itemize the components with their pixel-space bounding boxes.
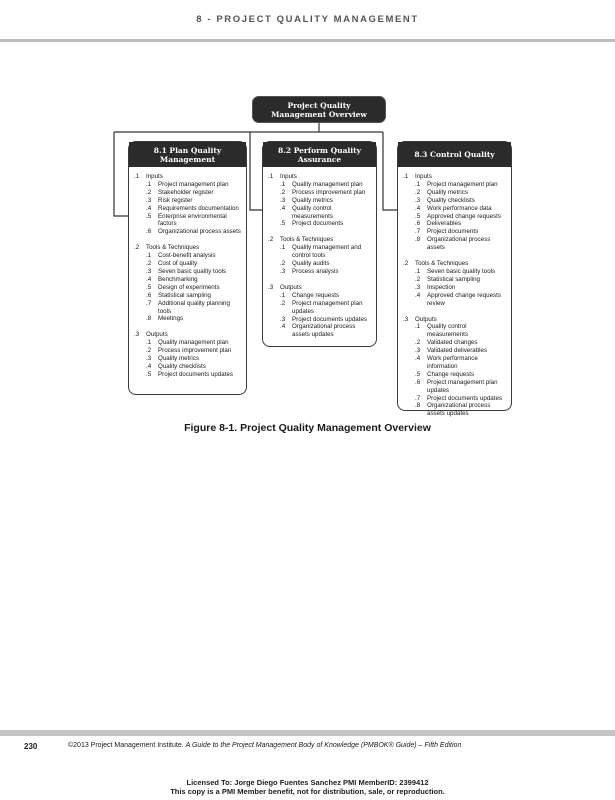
group-number: .3: [268, 283, 274, 291]
item-number: .3: [415, 196, 421, 204]
item-number: .4: [415, 291, 421, 299]
item-text: Cost of quality: [158, 260, 198, 268]
list-item: [403, 355, 507, 371]
list-item: [134, 292, 242, 300]
item-number: .2: [280, 188, 286, 196]
item-number: .3: [280, 315, 286, 323]
list-item: [134, 252, 242, 260]
process-group: [403, 260, 507, 307]
list-item: [134, 276, 242, 284]
item-number: .1: [280, 291, 286, 299]
item-number: .4: [146, 204, 152, 212]
item-number: .1: [280, 180, 286, 188]
process-group: [134, 331, 242, 378]
item-number: .4: [146, 275, 152, 283]
item-number: .2: [280, 260, 286, 268]
item-number: .6: [146, 291, 152, 299]
list-item: [403, 284, 507, 292]
group-number: .2: [403, 260, 409, 268]
group-heading: [403, 173, 507, 181]
item-text: Quality checklists: [427, 196, 475, 204]
item-number: .4: [280, 323, 286, 331]
item-text: Project documents updates: [427, 394, 502, 402]
item-text: Risk register: [158, 196, 193, 204]
group-heading: [134, 331, 242, 339]
item-text: Project management plan updates: [427, 378, 498, 394]
item-number: .3: [280, 196, 286, 204]
item-text: Work performance information: [427, 355, 478, 370]
item-text: Cost-benefit analysis: [158, 252, 216, 260]
item-number: .5: [280, 220, 286, 228]
item-number: .8: [146, 315, 152, 323]
group-heading: [268, 173, 372, 181]
list-item: [403, 228, 507, 236]
list-item: [134, 284, 242, 292]
item-text: Quality management plan: [158, 339, 229, 347]
item-text: Quality management plan: [292, 180, 363, 188]
item-text: Process improvement plan: [158, 347, 232, 355]
item-number: .5: [146, 370, 152, 378]
group-heading: [268, 236, 372, 244]
list-item: [134, 355, 242, 363]
group-label: Outputs: [415, 315, 437, 323]
item-number: .3: [146, 267, 152, 275]
footer-rule: [0, 730, 615, 736]
list-item: [268, 220, 372, 228]
list-item: [403, 371, 507, 379]
item-text: Organizational process assets: [158, 228, 241, 236]
item-number: .3: [415, 283, 421, 291]
item-number: .4: [280, 204, 286, 212]
group-heading: [134, 244, 242, 252]
item-number: .3: [146, 355, 152, 363]
list-item: [268, 244, 372, 260]
item-text: Project management plan: [158, 180, 229, 188]
process-card-8-2: [262, 141, 377, 347]
item-text: Meetings: [158, 315, 184, 323]
item-text: Quality audits: [292, 260, 330, 268]
process-card-title: [263, 142, 376, 167]
connector-to-8-1: [114, 132, 128, 216]
list-item: [268, 316, 372, 324]
list-item: [268, 205, 372, 221]
item-number: .5: [146, 212, 152, 220]
page-number: 230: [24, 742, 38, 751]
item-number: .2: [146, 188, 152, 196]
group-number: .1: [403, 173, 409, 180]
item-number: .6: [415, 220, 421, 228]
item-number: .7: [415, 228, 421, 236]
group-number: .2: [268, 236, 274, 244]
group-heading: [403, 260, 507, 268]
group-label: Inputs: [146, 173, 163, 180]
item-text: Organizational process assets updates: [292, 323, 356, 339]
item-text: Statistical sampling: [427, 275, 480, 283]
item-number: .8: [415, 236, 421, 244]
list-item: [134, 260, 242, 268]
item-text: Approved change requests: [427, 212, 501, 220]
list-item: [268, 300, 372, 316]
item-number: .7: [415, 394, 421, 402]
group-number: .3: [403, 315, 409, 323]
item-text: Requirements documentation: [158, 204, 239, 212]
list-item: [403, 213, 507, 221]
item-text: Project documents updates: [292, 315, 367, 323]
group-label: Outputs: [146, 331, 168, 339]
list-item: [403, 189, 507, 197]
item-text: Quality control measurements: [427, 323, 468, 339]
item-text: Validated deliverables: [427, 347, 488, 355]
list-item: [268, 292, 372, 300]
list-item: [268, 181, 372, 189]
item-number: .1: [415, 180, 421, 188]
process-group: [268, 284, 372, 339]
list-item: [134, 363, 242, 371]
item-text: Change requests: [292, 291, 340, 299]
group-heading: [134, 173, 242, 181]
overview-box-title: Project Quality Management Overview: [271, 100, 367, 119]
item-number: .4: [146, 362, 152, 370]
item-text: Organizational process assets: [427, 236, 491, 252]
list-item: [268, 323, 372, 339]
list-item: [403, 205, 507, 213]
item-number: .7: [146, 299, 152, 307]
item-number: .3: [146, 196, 152, 204]
license-notice: [0, 779, 615, 796]
item-text: Statistical sampling: [158, 291, 211, 299]
item-text: Design of experiments: [158, 283, 220, 291]
process-card-title: [129, 142, 246, 167]
overview-box: [252, 96, 386, 123]
list-item: [134, 371, 242, 379]
group-number: .1: [134, 173, 140, 180]
item-text: Quality management and control tools: [292, 244, 362, 260]
list-item: [403, 292, 507, 308]
list-item: [134, 339, 242, 347]
list-item: [403, 268, 507, 276]
list-item: [134, 181, 242, 189]
group-label: Tools & Techniques: [280, 236, 334, 244]
item-number: .2: [146, 260, 152, 268]
license-line-2: This copy is a PMI Member benefit, not for distribution, sale, or reproduction.: [170, 786, 445, 796]
item-number: .5: [415, 212, 421, 220]
list-item: [134, 213, 242, 229]
item-number: .5: [415, 370, 421, 378]
process-group: [403, 316, 507, 419]
item-text: Inspection: [427, 283, 456, 291]
item-number: .4: [415, 355, 421, 363]
item-text: Change requests: [427, 370, 475, 378]
item-text: Project documents: [427, 228, 479, 236]
item-text: Deliverables: [427, 220, 462, 228]
process-group: [134, 173, 242, 236]
list-item: [403, 276, 507, 284]
list-item: [134, 228, 242, 236]
group-label: Tools & Techniques: [415, 260, 469, 268]
list-item: [403, 181, 507, 189]
list-item: [403, 339, 507, 347]
group-heading: [403, 316, 507, 324]
list-item: [268, 189, 372, 197]
list-item: [134, 205, 242, 213]
item-text: Project management plan updates: [292, 299, 363, 315]
copyright-title: A Guide to the Project Management Body of Knowledge (PMBOK® Guide) – Fifth Edition: [185, 742, 462, 749]
item-number: .2: [415, 275, 421, 283]
list-item: [134, 315, 242, 323]
item-number: .1: [280, 244, 286, 252]
process-card-title: [398, 142, 511, 167]
figure-caption: Figure 8-1. Project Quality Management Overview: [184, 422, 431, 434]
item-number: .1: [146, 180, 152, 188]
list-item: [403, 197, 507, 205]
process-card-8-1: [128, 141, 247, 395]
process-card-8-3: [397, 141, 512, 418]
item-text: Seven basic quality tools: [158, 267, 227, 275]
item-number: .5: [146, 283, 152, 291]
group-number: .1: [268, 173, 274, 180]
group-label: Outputs: [280, 283, 302, 291]
item-text: Quality metrics: [292, 196, 333, 204]
item-text: Quality checklists: [158, 362, 206, 370]
license-line-1: Licensed To: Jorge Diego Fuentes Sanchez PMI MemberID: 2399412: [186, 778, 429, 787]
item-number: .8: [415, 402, 421, 410]
item-number: .2: [415, 339, 421, 347]
group-number: .2: [134, 244, 140, 252]
list-item: [403, 236, 507, 252]
item-number: .1: [146, 252, 152, 260]
process-title-text: 8.3 Control Quality: [414, 150, 495, 159]
item-number: .2: [415, 188, 421, 196]
item-text: Project documents: [292, 220, 344, 228]
process-group: [403, 173, 507, 252]
list-item: [403, 220, 507, 228]
list-item: [134, 197, 242, 205]
connector-to-8-2: [250, 132, 262, 210]
item-number: .3: [415, 347, 421, 355]
process-group: [134, 244, 242, 323]
list-item: [268, 197, 372, 205]
item-text: Stakeholder register: [158, 188, 214, 196]
item-number: .6: [415, 378, 421, 386]
process-card-body: [398, 167, 511, 424]
item-number: .2: [280, 299, 286, 307]
list-item: [134, 347, 242, 355]
list-item: [134, 268, 242, 276]
process-card-body: [263, 167, 376, 345]
item-text: Enterprise environmental factors: [158, 212, 227, 228]
process-title-text: 8.1 Plan Quality Management: [153, 145, 222, 164]
process-group: [268, 173, 372, 228]
item-number: .1: [146, 339, 152, 347]
item-text: Process improvement plan: [292, 188, 366, 196]
item-number: .1: [415, 323, 421, 331]
list-item: [403, 323, 507, 339]
item-text: Quality metrics: [158, 355, 199, 363]
item-text: Organizational process assets updates: [427, 402, 491, 418]
list-item: [134, 300, 242, 316]
item-text: Benchmarking: [158, 275, 198, 283]
list-item: [403, 347, 507, 355]
copyright-prefix: ©2013 Project Management Institute.: [68, 742, 186, 749]
group-heading: [268, 284, 372, 292]
group-label: Tools & Techniques: [146, 244, 200, 252]
item-text: Project management plan: [427, 180, 498, 188]
list-item: [268, 260, 372, 268]
item-number: .2: [146, 347, 152, 355]
item-number: .1: [415, 267, 421, 275]
process-group: [268, 236, 372, 276]
item-number: .3: [280, 267, 286, 275]
process-title-text: 8.2 Perform Quality Assurance: [278, 145, 361, 164]
item-text: Validated changes: [427, 339, 478, 347]
item-text: Quality metrics: [427, 188, 468, 196]
list-item: [268, 268, 372, 276]
connector-to-8-3: [383, 132, 397, 210]
copyright-line: [68, 742, 461, 749]
list-item: [134, 189, 242, 197]
item-text: Process analysis: [292, 267, 339, 275]
group-label: Inputs: [280, 173, 297, 180]
process-card-body: [129, 167, 246, 385]
item-number: .6: [146, 228, 152, 236]
list-item: [403, 379, 507, 395]
group-number: .3: [134, 331, 140, 339]
item-text: Project documents updates: [158, 370, 233, 378]
item-text: Quality control measurements: [292, 204, 333, 220]
item-number: .4: [415, 204, 421, 212]
item-text: Approved change requests review: [427, 291, 501, 307]
list-item: [403, 395, 507, 403]
item-text: Work performance data: [427, 204, 492, 212]
item-text: Seven basic quality tools: [427, 267, 496, 275]
group-label: Inputs: [415, 173, 432, 180]
running-header: 8 - PROJECT QUALITY MANAGEMENT: [196, 14, 419, 25]
item-text: Additional quality planning tools: [158, 299, 230, 315]
list-item: [403, 402, 507, 418]
